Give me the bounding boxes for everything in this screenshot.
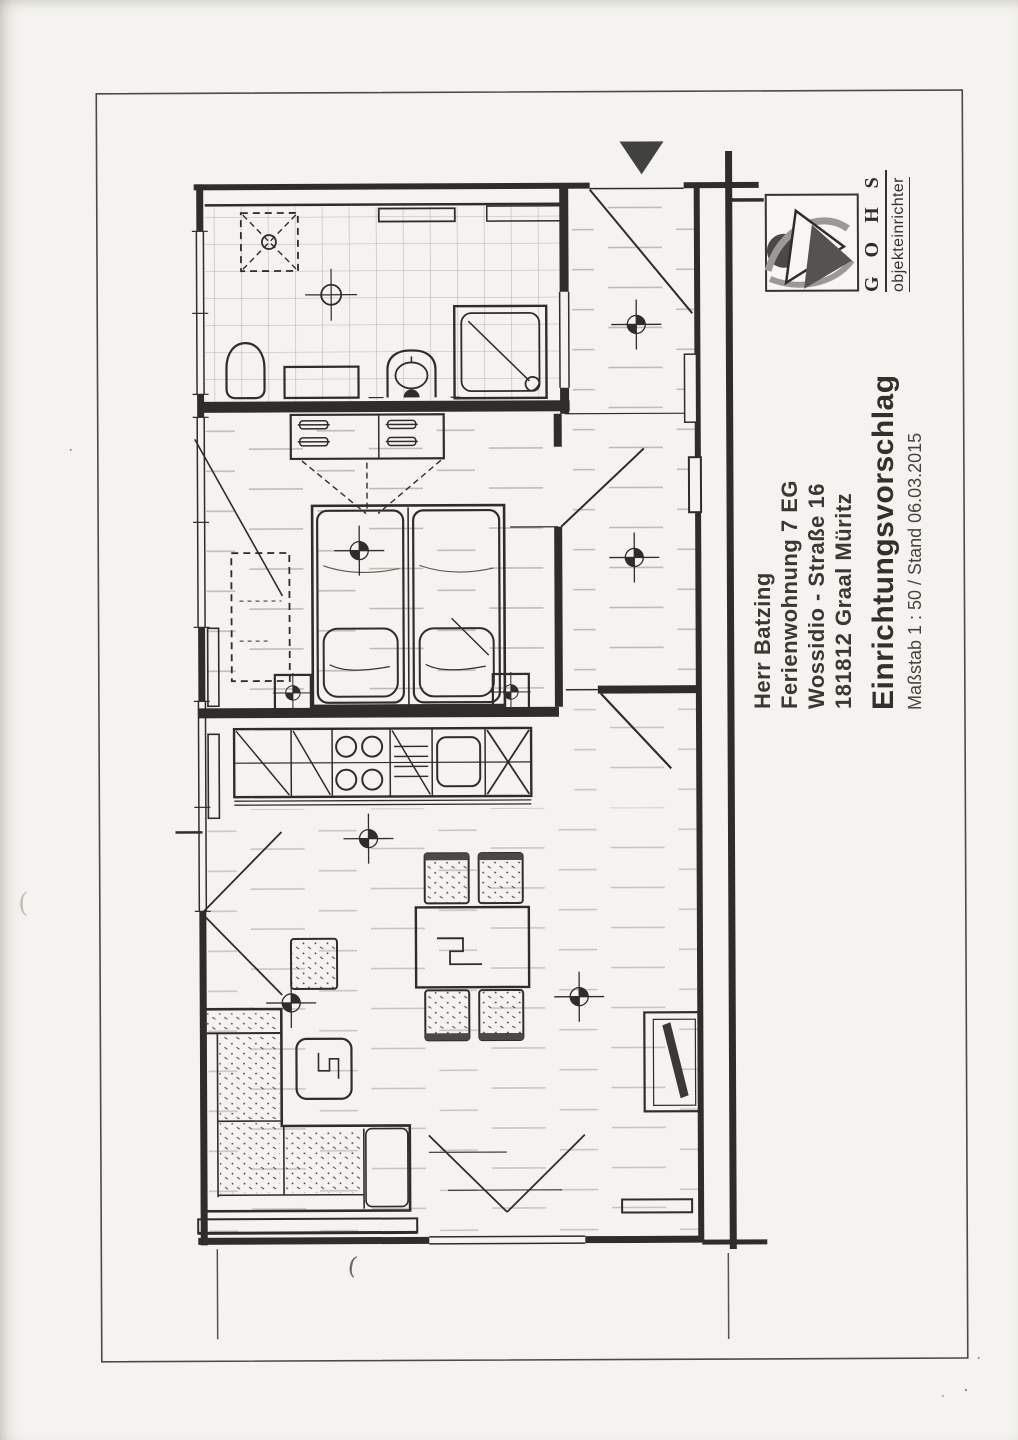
hall-wall-panel-icon	[684, 354, 696, 422]
radiator-icon	[208, 734, 219, 818]
pouf-icon	[291, 939, 337, 989]
hall-wardrobe-icon	[689, 457, 701, 512]
object-line: Ferienwohnung 7 EG	[777, 479, 802, 709]
client-name: Herr Batzing	[750, 572, 775, 709]
logo-subtitle: objekteinrichter	[891, 177, 910, 292]
street-line: Wossidio - Straße 16	[804, 483, 829, 709]
entrance-marker-icon	[619, 141, 663, 174]
scale-and-date: Maßstab 1 : 50 / Stand 06.03.2015	[905, 432, 925, 710]
city-line: 181812 Graal Müritz	[831, 492, 856, 709]
living-floor-hatch-2	[574, 695, 696, 804]
terrace-boundary-lines	[217, 1247, 728, 1341]
stray-pen-mark: (	[346, 1251, 360, 1281]
document-title: Einrichtungsvorschlag	[867, 374, 900, 710]
bathroom-tile-floor	[205, 206, 561, 402]
gohs-logo-mark	[766, 194, 858, 290]
stray-scan-mark: (	[18, 888, 29, 919]
hall-floor-hatch	[572, 193, 696, 684]
logo-wordmark: G O H S	[862, 170, 887, 292]
